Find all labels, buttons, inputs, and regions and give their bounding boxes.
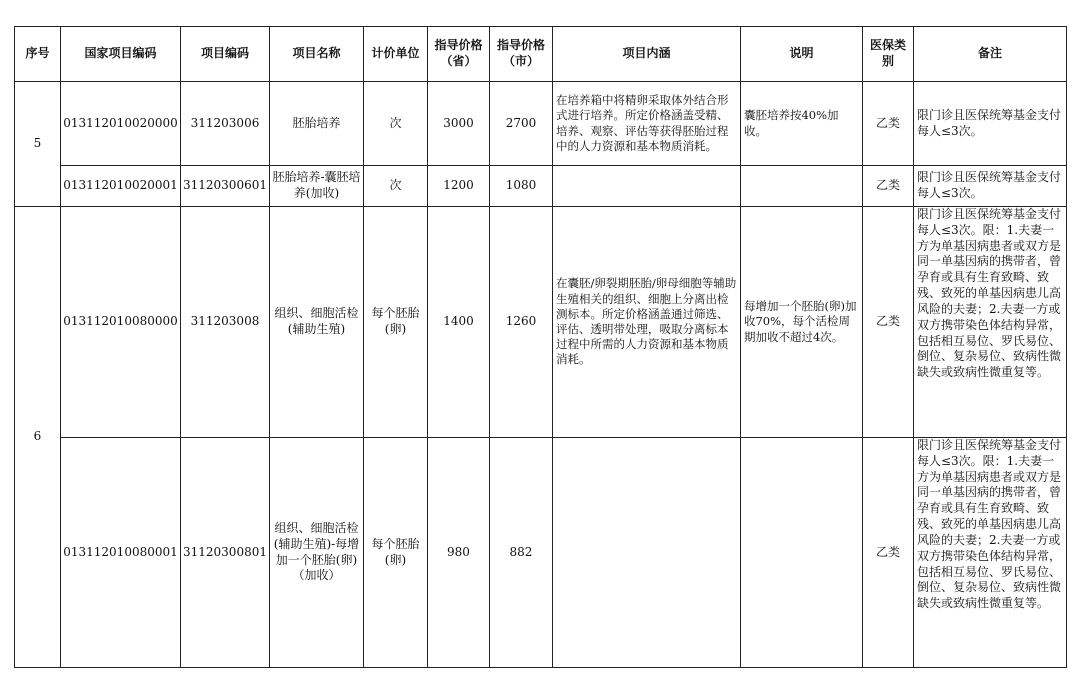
content-cell: 在培养箱中将精卵采取体外结合形式进行培养。所定价格涵盖受精、培养、观察、评估等获得胚胎过程中的人力资源和基本物质消耗。 [552,82,740,166]
price-city-cell: 1260 [489,207,552,438]
price-province-cell: 1200 [427,166,489,207]
insurance-cell: 乙类 [862,438,913,668]
note-cell [740,438,862,668]
code-cell: 31120300801 [181,438,270,668]
col-header-unit: 计价单位 [363,27,427,82]
table-row [15,82,1067,166]
code-cell: 311203006 [181,82,270,166]
unit-cell: 每个胚胎(卵) [363,207,427,438]
national-code-cell: 013112010020001 [61,166,181,207]
name-cell: 胚胎培养-囊胚培养(加收) [269,166,363,207]
seq-cell: 6 [15,207,61,668]
price-province-cell: 3000 [427,82,489,166]
remark-cell: 限门诊且医保统筹基金支付每人≤3次。 [913,82,1066,166]
col-header-insurance: 医保类别 [862,27,913,82]
insurance-cell: 乙类 [862,207,913,438]
pricing-table [14,26,1067,668]
name-cell: 组织、细胞活检 (辅助生殖) [269,207,363,438]
seq-cell: 5 [15,82,61,207]
remark-cell: 限门诊且医保统筹基金支付每人≤3次。限：1.夫妻一方为单基因病患者或双方是同一单基因病的携带者，曾孕育或具有生育致畸、致残、致死的单基因病患儿高风险的夫妻；2.夫妻一方或双方携带染色体结构异常，包括相互易位、罗氏易位、倒位、复杂易位、致病性微缺失或致病性微重复等。 [913,438,1066,668]
price-city-cell: 882 [489,438,552,668]
price-city-cell: 2700 [489,82,552,166]
code-cell: 311203008 [181,207,270,438]
note-cell: 每增加一个胚胎(卵)加收70%，每个活检周期加收不超过4次。 [740,207,862,438]
content-cell [552,438,740,668]
content-cell: 在囊胚/卵裂期胚胎/卵母细胞等辅助生殖相关的组织、细胞上分离出检测标本。所定价格涵盖通过筛选、评估、透明带处理，吸取分离标本过程中所需的人力资源和基本物质消耗。 [552,207,740,438]
remark-cell: 限门诊且医保统筹基金支付每人≤3次。 [913,166,1066,207]
price-province-cell: 980 [427,438,489,668]
col-header-name: 项目名称 [269,27,363,82]
national-code-cell: 013112010020000 [61,82,181,166]
insurance-cell: 乙类 [862,82,913,166]
col-header-remark: 备注 [913,27,1066,82]
note-cell: 囊胚培养按40%加收。 [740,82,862,166]
note-cell [740,166,862,207]
remark-cell: 限门诊且医保统筹基金支付每人≤3次。限：1.夫妻一方为单基因病患者或双方是同一单基因病的携带者，曾孕育或具有生育致畸、致残、致死的单基因病患儿高风险的夫妻；2.夫妻一方或双方携带染色体结构异常，包括相互易位、罗氏易位、倒位、复杂易位、致病性微缺失或致病性微重复等。 [913,207,1066,438]
national-code-cell: 013112010080000 [61,207,181,438]
col-header-national-code: 国家项目编码 [61,27,181,82]
col-header-seq: 序号 [15,27,61,82]
table-row [15,207,1067,438]
table-row [15,438,1067,668]
col-header-content: 项目内涵 [552,27,740,82]
unit-cell: 每个胚胎(卵) [363,438,427,668]
table-row [15,166,1067,207]
national-code-cell: 013112010080001 [61,438,181,668]
unit-cell: 次 [363,166,427,207]
name-cell: 组织、细胞活检(辅助生殖)-每增加一个胚胎(卵)（加收） [269,438,363,668]
price-province-cell: 1400 [427,207,489,438]
col-header-price-city: 指导价格（市） [489,27,552,82]
insurance-cell: 乙类 [862,166,913,207]
header-row [15,27,1067,82]
content-cell [552,166,740,207]
unit-cell: 次 [363,82,427,166]
price-city-cell: 1080 [489,166,552,207]
col-header-note: 说明 [740,27,862,82]
code-cell: 31120300601 [181,166,270,207]
col-header-price-province: 指导价格（省） [427,27,489,82]
name-cell: 胚胎培养 [269,82,363,166]
col-header-code: 项目编码 [181,27,270,82]
